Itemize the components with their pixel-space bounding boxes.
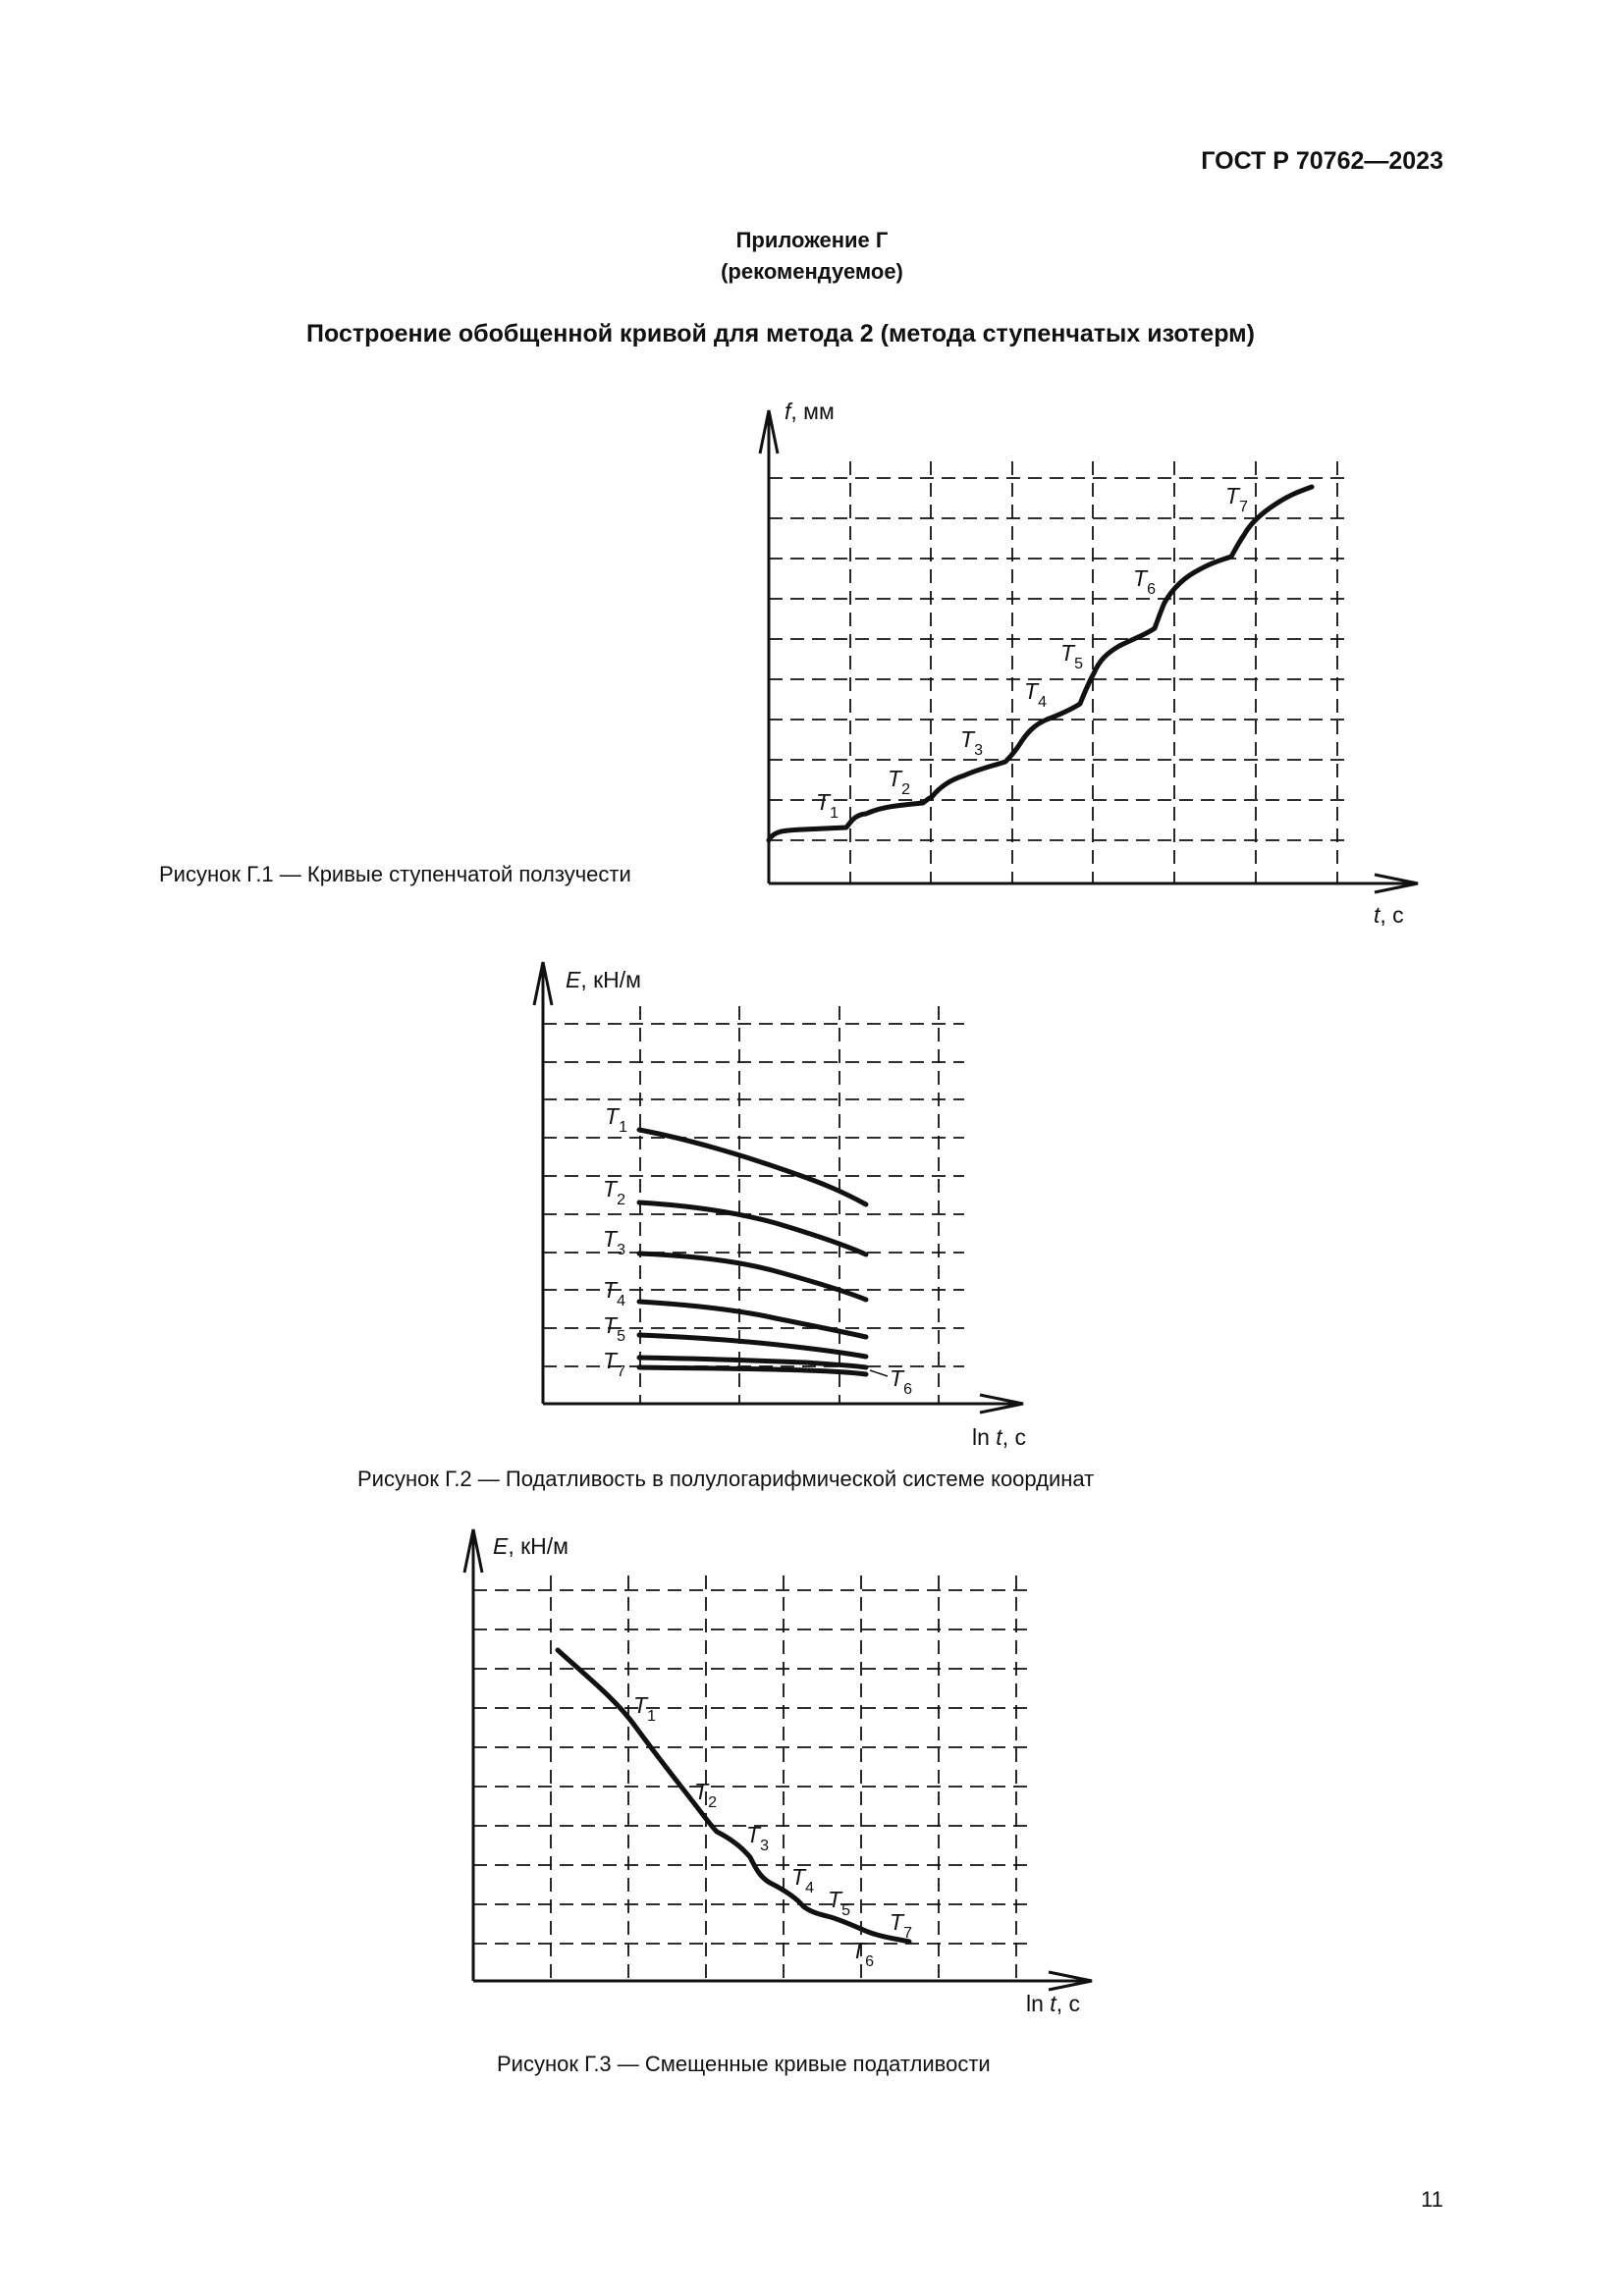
fig3-label-t4: $T_4$ — [791, 1864, 814, 1896]
figure-3-caption: Рисунок Г.3 — Смещенные кривые податливости — [497, 2052, 991, 2076]
document-code: ГОСТ Р 70762—2023 — [1201, 147, 1443, 175]
page-number: 11 — [1421, 2187, 1443, 2212]
fig3-label-t5: $T_5$ — [828, 1887, 850, 1919]
fig1-label-t3: $T_3$ — [960, 726, 983, 759]
figure-1-y-axis-label: f, мм — [785, 399, 835, 424]
fig2-label-t7: $T_7$ — [603, 1348, 625, 1380]
fig1-label-t1: $T_1$ — [816, 789, 839, 822]
figure-1-caption: Рисунок Г.1 — Кривые ступенчатой ползучести — [159, 862, 631, 886]
fig1-label-t4: $T_4$ — [1024, 678, 1047, 711]
fig2-label-t6: $T_6$ — [890, 1365, 912, 1398]
fig2-label-t3: $T_3$ — [603, 1226, 625, 1258]
figure-3-grid — [473, 1575, 1029, 1981]
fig3-label-t6: $T_6$ — [851, 1938, 874, 1970]
appendix-status: (рекомендуемое) — [721, 259, 903, 284]
figure-3-y-axis-label: E, кН/м — [493, 1533, 568, 1559]
fig1-label-t2: $T_2$ — [888, 766, 910, 798]
fig1-label-t6: $T_6$ — [1133, 565, 1156, 598]
section-title: Построение обобщенной кривой для метода 2 (метода ступенчатых изотерм) — [306, 320, 1255, 347]
fig2-label-t2: $T_2$ — [603, 1176, 625, 1208]
fig1-label-t5: $T_5$ — [1060, 640, 1083, 672]
figure-2-x-axis-label: ln t, с — [972, 1424, 1026, 1450]
figure-2-y-axis-label: E, кН/м — [566, 967, 641, 992]
fig3-label-t7: $T_7$ — [890, 1909, 912, 1942]
appendix-title: Приложение Г — [735, 228, 889, 252]
fig2-label-t5: $T_5$ — [603, 1312, 625, 1345]
fig3-label-t1: $T_1$ — [633, 1692, 656, 1725]
fig1-label-t7: $T_7$ — [1225, 483, 1248, 515]
figure-3-labels — [633, 1692, 912, 1970]
fig2-label-t4: $T_4$ — [603, 1277, 625, 1309]
fig3-label-t3: $T_3$ — [746, 1822, 769, 1854]
figure-1-x-axis-label: t, с — [1374, 902, 1404, 928]
figure-2-caption: Рисунок Г.2 — Податливость в полулогарифмической системе координат — [357, 1467, 1095, 1491]
figure-3-x-axis-label: ln t, с — [1026, 1991, 1080, 2016]
fig2-label-t1: $T_1$ — [605, 1103, 627, 1136]
figure-3-master-curve — [558, 1650, 909, 1942]
fig3-label-t2: $T_2$ — [694, 1779, 717, 1811]
